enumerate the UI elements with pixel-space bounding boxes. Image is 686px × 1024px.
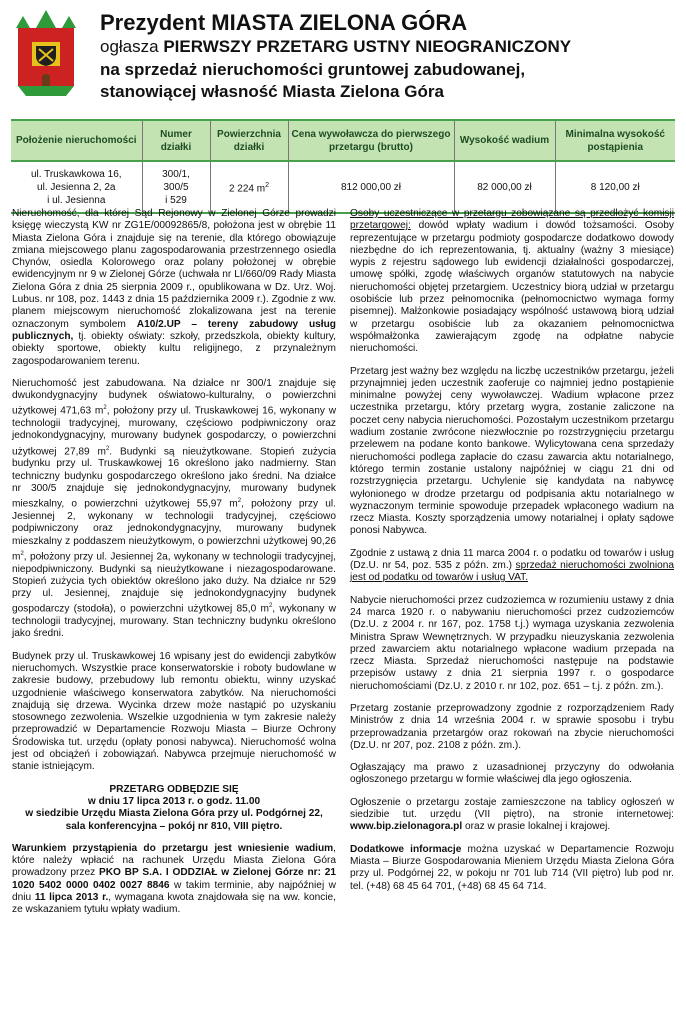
announcement-line	[100, 37, 571, 57]
paragraph-cancellation: Ogłaszający ma prawo z uzasadnionej przyczyny do odwołania ogłoszonego przetargu w formie właściwej dla jego ogłoszenia.	[350, 762, 674, 786]
sup: 2	[268, 603, 273, 610]
vat-exemption: sprzedaż nieruchomości zwolniona jest od podatku od towarów i usług VAT.	[350, 560, 674, 584]
cell-area	[210, 161, 288, 213]
location-line: ul. Jesienna 2, 2a	[37, 181, 116, 193]
paragraph-heritage: Budynek przy ul. Truskawkowej 16 wpisany jest do ewidencji zabytków nieruchomych. Wszystkie prace konserwatorskie i roboty budowlane w zakresie budowy, przebudowy lub remontu obiektu, winny uzyskać uzgodnienie właściwego konserwatora zabytków. Na nieruchomości znajdują się drzewa. Wycinka drzew może nastąpić po uzyskaniu stosownego zezwolenia. Wszelkie uzgodnienia w tym zakresie należy przeprowadzić w Departamencie Rozwoju Miasta – Biurze Ochrony Środowiska tut. urzędu (opłaty ponosi nabywca). Nieruchomość wolna jest od obciążeń i zobowiązań. Nabywca przejmuje nieruchomość w stanie istniejącym.	[12, 650, 336, 773]
paragraph-publication	[350, 797, 674, 834]
paragraph-vat	[350, 548, 674, 585]
paragraph-deposit	[12, 843, 336, 917]
parcel-line: 300/5	[163, 181, 189, 193]
text: Zgodnie z ustawą z dnia 11 marca 2004 r. o podatku od towarów i usług (Dz.U. nr 54, poz. 535 z późn. zm.)	[350, 547, 674, 572]
text: Nieruchomość jest zabudowana. Na działce nr 300/1 znajduje się dwukondygnacyjny budynek oświatowo-kulturalny, o powierzchni użytkowej 471,63 m	[12, 377, 336, 417]
text: . Budynki są nieużytkowane. Stopień zużycia budynku przy ul. Truskawkowej 16 określono jako nadmierny. Stan techniczny budynku gospodarczego określono jako średni. Na działce nr 300/5 znajduje się jednokondygnacyjny, murowany budynek mieszkalny, o powierzchni użytkowej 55,97 m	[12, 446, 336, 510]
text: , położony przy ul. Jesiennej 2a, wykonany w technologii tradycyjnej, niepodpiwniczony. Budynki są nieużytkowane i niezagospodarowane. Stopień zużycia tych obiektów określono jako duży. Na działce nr 529 przy ul. Jesiennej, znajduje się jednokondygnacyjny budynek gospodarczy (stodoła), o powierzchni użytkowej 85,0 m	[12, 551, 336, 615]
sup: 2	[20, 550, 24, 557]
text: można uzyskać w Departamencie Rozwoju Miasta – Biurze Gospodarowania Mieniem Urzędu Miasta Zielona Góra przy ul. Podgórnej 22, w pokoju nr 701 lub 714 (VII piętro) lub pod nr. tel. (+48) 68 45 64 701, (+48) 68 45 64 714.	[350, 843, 674, 892]
announce-tender-type: PIERWSZY PRZETARG USTNY NIEOGRANICZONY	[163, 37, 572, 56]
property-table	[11, 119, 675, 214]
text: oraz w prasie lokalnej i krajowej.	[462, 821, 611, 833]
table-header: Cena wywoławcza do pierwszego przetargu (brutto)	[288, 120, 454, 161]
date-line: w dniu 17 lipca 2013 r. o godz. 11.00	[87, 795, 261, 807]
table-header: Położenie nieruchomości	[11, 120, 142, 161]
cell-deposit: 82 000,00 zł	[454, 161, 555, 213]
sup: 2	[103, 405, 107, 412]
location-line: ul. Truskawkowa 16,	[30, 168, 122, 180]
right-column	[350, 208, 674, 903]
paragraph-contact	[350, 844, 674, 893]
announce-prefix: ogłasza	[100, 37, 159, 56]
auction-date-block	[12, 784, 336, 833]
text: Nieruchomość, dla której Sąd Rejonowy w Zielonej Górze prowadzi księgę wieczystą KW nr ZG1E/00092865/8, położona jest w obrębie 11 Miasta Zielona Góra i znajduje się na terenie, dla którego obowiązuje zmiana miejscowego planu zagospodarowania przestrzennego osiedla Chynów, osiedla Kolorowego oraz polany położonej w obrębie ewidencyjnym nr 9 w Zielonej Górze (uchwała nr LI/660/09 Rady Miasta Zielona Góra z dnia 25 sierpnia 2009 r., opublikowana w Dz. Urz. Woj. Lubus. nr 108, poz. 1443 z dnia 15 października 2009 r.). Zgodnie z ww. planem miejscowym nieruchomość zlokalizowana jest na terenie oznaczonym symbolem	[12, 208, 336, 330]
cell-min-bid: 8 120,00 zł	[555, 161, 675, 213]
deposit-deadline: 11 lipca 2013 r.	[34, 892, 109, 904]
sup: 2	[237, 498, 242, 505]
cell-parcels	[142, 161, 210, 213]
table-row	[11, 161, 675, 213]
date-line: w siedzibie Urzędu Miasta Zielona Góra przy ul. Podgórnej 22,	[25, 808, 323, 820]
area-unit-exp: 2	[265, 181, 270, 189]
bip-link[interactable]: www.bip.zielonagora.pl	[350, 821, 463, 833]
cell-price: 812 000,00 zł	[288, 161, 454, 213]
date-line: PRZETARG ODBĘDZIE SIĘ	[109, 783, 239, 795]
subtitle-line-1: na sprzedaż nieruchomości gruntowej zabudowanej,	[100, 60, 526, 79]
text: tj. obiekty oświaty: szkoły, przedszkola, obiekty kultury, obiekty sportowe, obiekty kultu religijnego, z przynależnym zagospodarowaniem terenu.	[12, 330, 336, 367]
text: dowód wpłaty wadium i dowód tożsamości. Osoby reprezentujące w przetargu podmioty gospodarcze dodatkowo dowody niezbędne do ich reprezentowania, tj. aktualny (ważny 3 miesiące) wypis z rejestru sądowego lub ewidencji działalności gospodarczej, umowę spółki, zgodę właściwych organów statutowych na nabycie nieruchomości objętej przetargiem. Uczestnicy biorą udział w przetargu osobiście lub przez pełnomocnika (pełnomocnictwo wymaga formy pisemnej). Małżonkowie posiadający wspólność ustawową biorą udział w przetargu osobiście lub za okazaniem pełnomocnictwa współmałżonka zawierającym zgodę na odpłatne nabycie nieruchomości.	[350, 220, 674, 355]
parcel-line: i 529	[165, 194, 187, 206]
table-header: Numer działki	[142, 120, 210, 161]
parcel-line: 300/1,	[162, 168, 190, 180]
text: , wymagana kwota znajdowała się na ww. koncie, ze wskazaniem tytułu wpłaty wadium.	[12, 892, 336, 916]
paragraph-buildings	[12, 378, 336, 641]
text: , wykonany w technologii tradycyjnej, murowany. Stan techniczny budynku określono jako średni.	[12, 603, 336, 640]
text: , które należy wpłacić na rachunek Urzędu Miasta Zielona Góra prowadzony przez	[12, 842, 336, 879]
coat-of-arms-icon	[10, 8, 82, 100]
contact-label: Dodatkowe informacje	[350, 843, 462, 855]
text: w takim terminie, aby najpóźniej w dniu	[12, 879, 336, 904]
text: Ogłoszenie o przetargu zostaje zamieszczone na tablicy ogłoszeń w siedzibie tut. urzędu (VII piętro), na stronie internetowej:	[350, 796, 674, 821]
text: , położony przy ul. Jesiennej 2, wykonany w technologii tradycyjnej, częściowo podpiwniczony oraz jednokondygnacyjny, murowany budynek mieszkalny z poddaszem nieużytkowym, o powierzchni użytkowej 90,26 m	[12, 498, 336, 563]
table-header: Powierzchnia działki	[210, 120, 288, 161]
area-value: 2 224 m	[228, 183, 266, 195]
table-header: Minimalna wysokość postąpienia	[555, 120, 675, 161]
paragraph-participants	[350, 208, 674, 356]
deposit-condition: Warunkiem przystąpienia do przetargu jest wniesienie wadium	[12, 842, 334, 854]
paragraph-validity: Przetarg jest ważny bez względu na liczbę uczestników przetargu, jeżeli przynajmniej jeden uczestnik zaoferuje co najmniej jedno postąpienie minimalne powyżej ceny wywoławczej. Wadium wpłacone przez uczestnika przetargu, który przetarg wygra, zostanie zaliczone na poczet ceny nabycia nieruchomości. Pozostałym uczestnikom przetargu wadium zostanie zwrócone niezwłocznie po rozstrzygnięciu przetargu przelewem na podane konto bankowe. Wylicytowana cena sprzedaży nieruchomości podlega zapłacie do czasu zawarcia aktu notarialnego, którego termin zostanie ustalony najpóźniej w ciągu 21 dni od rozstrzygnięcia przetargu. Uchylenie się kandydata na nabywcę wyłonionego w drodze przetargu od podpisania aktu notarialnego w wyznaczonym terminie spowoduje przepadek wpłaconego wadium na rzecz Miasta. Koszty sporządzenia umowy notarialnej i opłaty sądowe ponosi Nabywca.	[350, 365, 674, 537]
cell-location	[11, 161, 142, 213]
table-header: Wysokość wadium	[454, 120, 555, 161]
paragraph-foreigners: Nabycie nieruchomości przez cudzoziemca w rozumieniu ustawy z dnia 24 marca 1920 r. o nabywaniu nieruchomości przez cudzoziemców (Dz.U. z 2004 r. nr 167, poz. 1758 t.j.) wymaga uzyskania zezwolenia Ministra Spraw Wewnętrznych. W przypadku nieuzyskania zezwolenia przed zawarciem aktu notarialnego wpłacone wadium przepada na rzecz Miasta. Sprzedaż nieruchomości następuje na podstawie przepisów ustawy z dnia 21 sierpnia 1997 r. o gospodarce nieruchomościami (Dz.U. z 2010 r. nr 102, poz. 651 – t.j. z późn. zm.).	[350, 594, 674, 692]
left-column	[12, 208, 336, 927]
page-title: Prezydent MIASTA ZIELONA GÓRA	[100, 10, 468, 35]
text: , położony przy ul. Truskawkowej 16, wykonany w technologii tradycyjnej, murowany, częściowo podpiwniczony oraz jednokondygnacyjny, murowany budynek gospodarczy, o powierzchni użytkowej 27,89 m	[12, 405, 337, 458]
table-header-row	[11, 120, 675, 161]
date-line: sala konferencyjna – pokój nr 810, VIII piętro.	[65, 820, 283, 832]
required-docs-heading: Osoby uczestniczące w przetargu zobowiązane są przedłożyć komisji przetargowej:	[350, 208, 674, 232]
subtitle-line-2: stanowiącej własność Miasta Zielona Góra	[100, 82, 444, 101]
sup: 2	[105, 445, 110, 452]
bank-account: PKO BP S.A. I ODDZIAŁ w Zielonej Górze nr: 21 1020 5402 0000 0402 0027 8846	[12, 867, 336, 891]
paragraph-regulation: Przetarg zostanie przeprowadzony zgodnie z rozporządzeniem Rady Ministrów z dnia 14 września 2004 r. w sprawie sposobu i trybu przeprowadzania przetargów oraz rokowań na zbycie nieruchomości (Dz.U. nr 207, poz. 2108 z późn. zm.).	[350, 702, 674, 751]
zoning-symbol: A10/2.UP – tereny zabudowy usług publicznych,	[12, 318, 336, 342]
location-line: i ul. Jesienna	[47, 194, 106, 206]
paragraph-plan	[12, 208, 336, 368]
